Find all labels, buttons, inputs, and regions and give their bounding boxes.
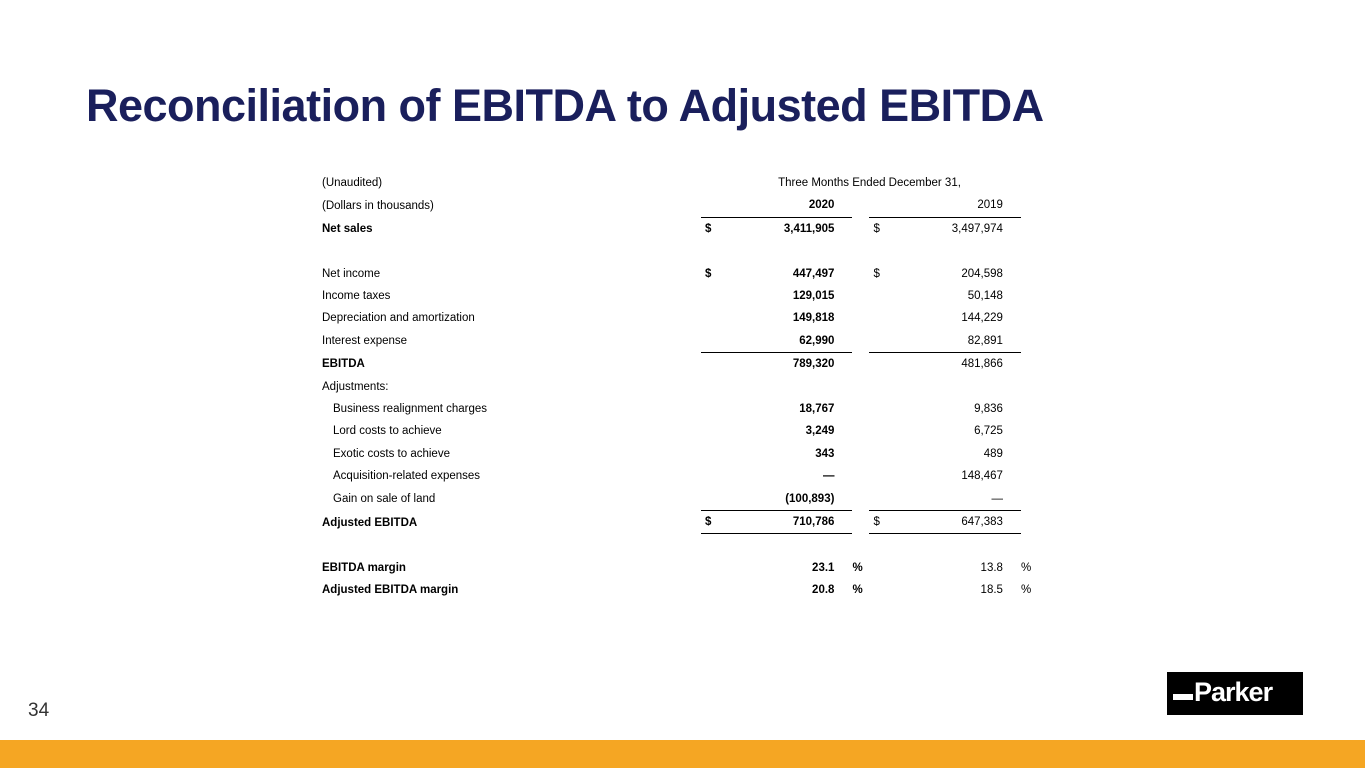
row-value-2020: 447,497 [792, 267, 835, 280]
units-label: (Dollars in thousands) [322, 199, 434, 212]
row-label: EBITDA margin [322, 561, 406, 574]
row-pct-2020 [852, 511, 869, 534]
row-value-2020: — [822, 470, 835, 483]
row-pct-2020 [852, 353, 869, 376]
row-currency-2 [869, 420, 891, 442]
row-pct-2020 [852, 307, 869, 329]
spacer-cell [322, 534, 1038, 557]
row-value-2020: 3,411,905 [783, 222, 835, 235]
row-value-2019: 148,467 [961, 470, 1003, 483]
row-value-2020: 20.8 [812, 584, 835, 597]
row-currency-1 [701, 557, 723, 579]
year1-currency-spacer [701, 194, 723, 217]
row-label: Income taxes [322, 290, 391, 303]
logo-wordmark: Parker [1194, 677, 1273, 707]
row-value-2020: 3,249 [805, 425, 835, 438]
row-currency-2: $ [873, 267, 880, 280]
row-currency-2 [869, 465, 891, 487]
row-value-2020: 149,818 [792, 312, 835, 325]
row-pct-2020 [852, 285, 869, 307]
row-pct-2019 [1021, 511, 1038, 534]
row-label: Interest expense [322, 335, 408, 348]
table-row [322, 263, 1038, 285]
bottom-accent-bar [0, 740, 1365, 768]
row-currency-2 [869, 376, 891, 398]
row-label: Gain on sale of land [333, 493, 436, 506]
row-label: Depreciation and amortization [322, 312, 475, 325]
table-row [322, 579, 1038, 601]
row-label: Adjusted EBITDA [322, 516, 418, 529]
year1-pct-spacer [852, 194, 869, 217]
table-row [322, 353, 1038, 376]
parker-logo [1167, 672, 1303, 715]
row-currency-2 [869, 285, 891, 307]
row-value-2020: 710,786 [723, 511, 852, 534]
row-value-2020: 23.1 [812, 561, 835, 574]
row-pct-2019 [1021, 285, 1038, 307]
table-row [322, 511, 1038, 534]
table-row [322, 420, 1038, 442]
year-header-2019: 2019 [892, 194, 1021, 217]
row-currency-1: $ [705, 222, 712, 235]
row-pct-2020: % [852, 561, 863, 574]
row-value-2019: — [892, 488, 1021, 511]
row-label: Net income [322, 267, 381, 280]
table-row [322, 307, 1038, 329]
row-value-2019: 50,148 [967, 290, 1003, 303]
row-pct-2020 [852, 488, 869, 511]
row-currency-1 [701, 398, 723, 420]
row-pct-2020 [852, 465, 869, 487]
row-pct-2019 [1021, 217, 1038, 240]
row-currency-2 [869, 330, 891, 353]
row-value-2020 [723, 376, 852, 398]
row-currency-1 [701, 443, 723, 465]
row-currency-1 [701, 376, 723, 398]
page-number: 34 [28, 700, 50, 721]
row-value-2019: 144,229 [961, 312, 1003, 325]
table-header-row-period [322, 172, 1038, 194]
year-header-2020: 2020 [723, 194, 852, 217]
row-pct-2020 [852, 217, 869, 240]
row-currency-2 [869, 579, 891, 601]
row-currency-1 [701, 353, 723, 376]
row-currency-1 [701, 488, 723, 511]
row-label: Acquisition-related expenses [333, 470, 481, 483]
table-row [322, 376, 1038, 398]
row-pct-2019 [1021, 420, 1038, 442]
row-value-2020: 789,320 [792, 358, 835, 371]
row-pct-2019 [1021, 263, 1038, 285]
logo-dash-icon [1173, 694, 1193, 700]
row-label: Lord costs to achieve [333, 425, 442, 438]
row-pct-2020 [852, 263, 869, 285]
row-value-2020: (100,893) [723, 488, 852, 511]
row-value-2019: 204,598 [961, 267, 1003, 280]
row-value-2019: 647,383 [892, 511, 1021, 534]
row-currency-2 [869, 443, 891, 465]
table-row [322, 285, 1038, 307]
financial-table-container [322, 172, 1042, 602]
row-pct-2019: % [1020, 561, 1032, 574]
row-currency-1 [701, 420, 723, 442]
row-pct-2019 [1021, 488, 1038, 511]
table-row [322, 443, 1038, 465]
row-currency-2 [869, 307, 891, 329]
row-label: Exotic costs to achieve [333, 447, 450, 460]
table-row [322, 398, 1038, 420]
spacer-row [322, 534, 1038, 557]
year2-pct-spacer [1021, 194, 1038, 217]
row-currency-1 [701, 579, 723, 601]
row-value-2020: 343 [815, 447, 835, 460]
row-value-2019: 9,836 [974, 403, 1003, 416]
row-pct-2020 [852, 330, 869, 353]
row-currency-2 [869, 398, 891, 420]
row-pct-2020 [852, 420, 869, 442]
row-pct-2020: % [852, 584, 863, 597]
row-currency-2: $ [873, 222, 880, 235]
row-currency-1: $ [701, 511, 723, 534]
page-title: Reconciliation of EBITDA to Adjusted EBITDA [86, 80, 1044, 131]
row-currency-1 [701, 307, 723, 329]
table-row [322, 557, 1038, 579]
row-pct-2019 [1021, 376, 1038, 398]
row-value-2019: 489 [983, 447, 1003, 460]
row-pct-2020 [852, 443, 869, 465]
table-header-row-years [322, 194, 1038, 217]
row-value-2019: 82,891 [892, 330, 1021, 353]
row-pct-2019 [1021, 330, 1038, 353]
row-currency-2 [869, 488, 891, 511]
row-pct-2019 [1021, 353, 1038, 376]
row-value-2019: 3,497,974 [951, 222, 1003, 235]
row-pct-2019 [1021, 443, 1038, 465]
row-label: Adjusted EBITDA margin [322, 584, 459, 597]
row-value-2019: 18.5 [980, 584, 1003, 597]
row-pct-2020 [852, 376, 869, 398]
row-pct-2019 [1021, 465, 1038, 487]
row-currency-2 [869, 353, 891, 376]
row-value-2019: 481,866 [961, 358, 1003, 371]
unaudited-label: (Unaudited) [322, 177, 383, 189]
spacer-row [322, 240, 1038, 262]
row-value-2019 [892, 376, 1021, 398]
table-row [322, 330, 1038, 353]
table-row [322, 488, 1038, 511]
period-header: Three Months Ended December 31, [778, 177, 961, 189]
row-currency-2: $ [869, 511, 891, 534]
row-currency-1 [701, 285, 723, 307]
financial-table [322, 172, 1038, 602]
row-value-2019: 6,725 [974, 425, 1003, 438]
year2-currency-spacer [869, 194, 891, 217]
row-pct-2019 [1021, 398, 1038, 420]
row-currency-2 [869, 557, 891, 579]
row-label: EBITDA [322, 358, 365, 371]
row-label: Business realignment charges [333, 403, 488, 416]
row-pct-2020 [852, 398, 869, 420]
row-currency-1 [701, 465, 723, 487]
row-currency-1: $ [705, 267, 712, 280]
row-currency-1 [701, 330, 723, 353]
row-value-2020: 129,015 [792, 290, 835, 303]
table-row [322, 465, 1038, 487]
row-label: Net sales [322, 222, 373, 235]
table-row [322, 217, 1038, 240]
row-value-2019: 13.8 [980, 561, 1003, 574]
row-pct-2019: % [1020, 584, 1032, 597]
row-label: Adjustments: [322, 380, 389, 393]
row-value-2020: 62,990 [723, 330, 852, 353]
spacer-cell [322, 240, 1038, 262]
row-pct-2019 [1021, 307, 1038, 329]
row-value-2020: 18,767 [799, 403, 835, 416]
